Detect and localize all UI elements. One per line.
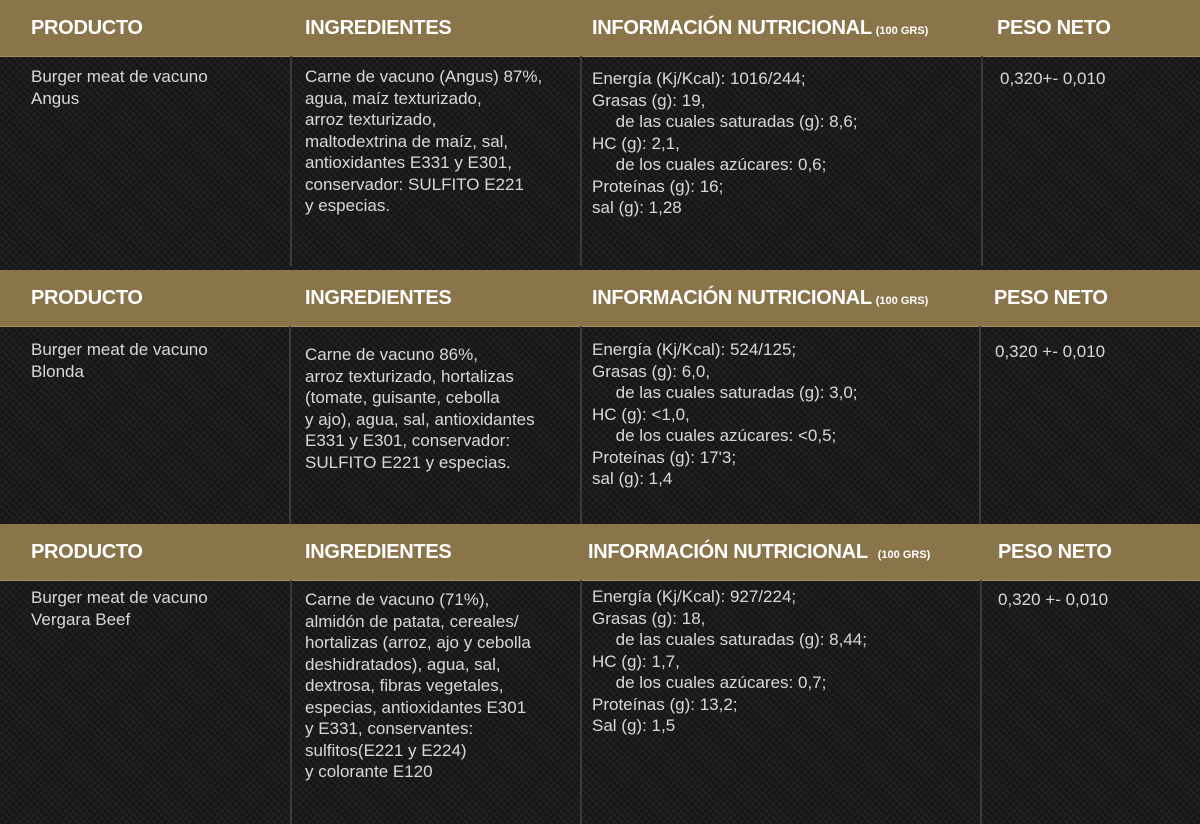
- column-divider: [981, 56, 983, 266]
- header-info-label: INFORMACIÓN NUTRICIONAL: [592, 287, 872, 309]
- header-peso-neto: PESO NETO: [994, 287, 1108, 309]
- header-producto: PRODUCTO: [31, 541, 143, 563]
- header-producto: PRODUCTO: [31, 17, 143, 39]
- product-name: Burger meat de vacuno Vergara Beef: [31, 588, 208, 629]
- product-row: [0, 56, 1200, 266]
- column-divider: [290, 56, 292, 266]
- product-name: Burger meat de vacuno Blonda: [31, 340, 208, 381]
- header-peso-neto: PESO NETO: [997, 17, 1111, 39]
- header-row: [0, 270, 1200, 327]
- header-row: [0, 0, 1200, 57]
- product-weight: 0,320+- 0,010: [1000, 69, 1106, 88]
- product-row: [0, 580, 1200, 824]
- header-info-unit: (100 GRS): [875, 295, 929, 307]
- column-divider: [979, 326, 981, 526]
- product-ingredients: Carne de vacuno (71%), almidón de patata, cereales/ hortalizas (arroz, ajo y cebolla deshidratados), agua, sal, dextrosa, fibras vegetales, especias, antioxidantes E301 y E331, conservantes: sulfitos(E221 y E224) y colorante E120: [305, 590, 531, 781]
- product-name: Burger meat de vacuno Angus: [31, 67, 208, 108]
- column-divider: [580, 56, 582, 266]
- header-ingredientes: INGREDIENTES: [305, 541, 452, 563]
- column-divider: [580, 326, 582, 526]
- header-info-unit: (100 GRS): [877, 549, 931, 561]
- header-info-nutricional: [588, 524, 930, 580]
- header-row: [0, 524, 1200, 581]
- header-info-label: INFORMACIÓN NUTRICIONAL: [588, 541, 868, 563]
- product-nutrition: Energía (Kj/Kcal): 524/125; Grasas (g): 6,0, de las cuales saturadas (g): 3,0; HC (g): <1,0, de los cuales azúcares: <0,5; Proteínas (g): 17'3; sal (g): 1,4: [592, 340, 858, 488]
- header-ingredientes: INGREDIENTES: [305, 17, 452, 39]
- header-info-unit: (100 GRS): [875, 25, 929, 37]
- column-divider: [980, 580, 982, 824]
- column-divider: [289, 326, 291, 526]
- header-ingredientes: INGREDIENTES: [305, 287, 452, 309]
- product-row: [0, 326, 1200, 526]
- product-block-vergara: [0, 524, 1200, 824]
- product-nutrition: Energía (Kj/Kcal): 1016/244; Grasas (g): 19, de las cuales saturadas (g): 8,6; HC (g): 2,1, de los cuales azúcares: 0,6; Proteínas (g): 16; sal (g): 1,28: [592, 69, 858, 217]
- header-producto: PRODUCTO: [31, 287, 143, 309]
- product-ingredients: Carne de vacuno (Angus) 87%, agua, maíz texturizado, arroz texturizado, maltodextrina de maíz, sal, antioxidantes E331 y E301, conservador: SULFITO E221 y especias.: [305, 67, 543, 215]
- product-ingredients: Carne de vacuno 86%, arroz texturizado, hortalizas (tomate, guisante, cebolla y ajo), agua, sal, antioxidantes E331 y E301, conservador: SULFITO E221 y especias.: [305, 345, 535, 472]
- product-block-angus: [0, 0, 1200, 266]
- header-info-label: INFORMACIÓN NUTRICIONAL: [592, 17, 872, 39]
- product-nutrition: Energía (Kj/Kcal): 927/224; Grasas (g): 18, de las cuales saturadas (g): 8,44; HC (g): 1,7, de los cuales azúcares: 0,7; Proteínas (g): 13,2; Sal (g): 1,5: [592, 587, 867, 735]
- header-info-nutricional: [592, 270, 928, 326]
- column-divider: [290, 580, 292, 824]
- product-weight: 0,320 +- 0,010: [995, 342, 1106, 361]
- product-block-blonda: [0, 270, 1200, 526]
- header-peso-neto: PESO NETO: [998, 541, 1112, 563]
- column-divider: [580, 580, 582, 824]
- header-info-nutricional: [592, 0, 928, 56]
- product-weight: 0,320 +- 0,010: [998, 590, 1109, 609]
